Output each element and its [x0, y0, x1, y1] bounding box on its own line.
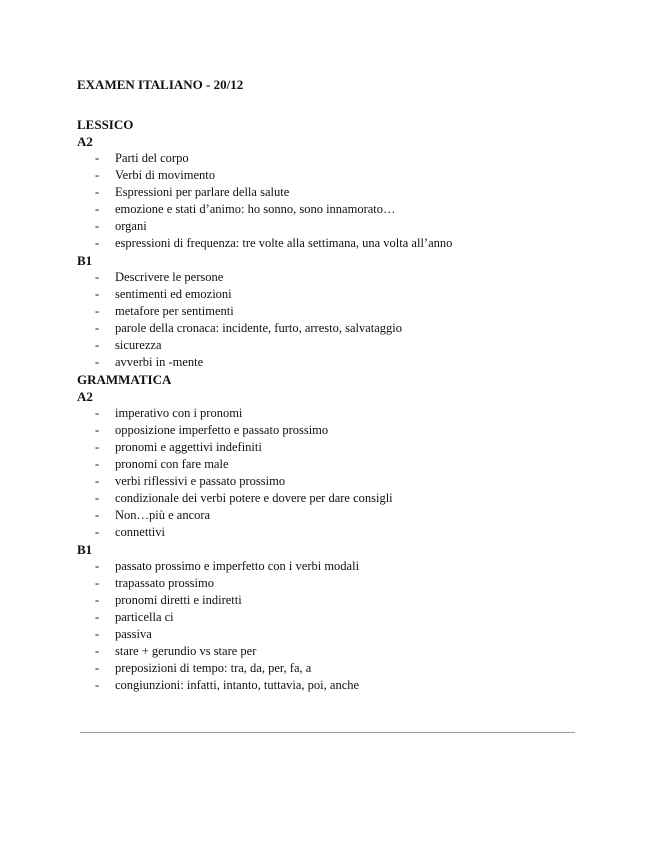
level-heading-grammatica-b1: B1 [77, 542, 93, 557]
list-item-text: pronomi diretti e indiretti [115, 593, 242, 607]
list-item [77, 507, 597, 524]
list-item-text: Non…più e ancora [115, 508, 211, 522]
list-item-text: stare + gerundio vs stare per [115, 644, 257, 658]
list-item [77, 677, 597, 694]
horizontal-divider [80, 732, 575, 733]
list-grammatica-b1 [77, 558, 597, 694]
bullet-dash: - [95, 406, 100, 420]
bullet-dash: - [95, 593, 100, 607]
list-item [77, 405, 597, 422]
list-item [77, 422, 597, 439]
document-page [77, 76, 597, 694]
list-item-text: verbi riflessivi e passato prossimo [115, 474, 286, 488]
list-item [77, 626, 597, 643]
list-item-text: trapassato prossimo [115, 576, 214, 590]
list-item-text: Espressioni per parlare della salute [115, 185, 290, 199]
list-item [77, 269, 597, 286]
list-item-text: pronomi e aggettivi indefiniti [115, 440, 262, 454]
list-item [77, 150, 597, 167]
bullet-dash: - [95, 202, 100, 216]
bullet-dash: - [95, 559, 100, 573]
bullet-dash: - [95, 457, 100, 471]
bullet-dash: - [95, 610, 100, 624]
list-item-text: Parti del corpo [115, 151, 189, 165]
list-item [77, 439, 597, 456]
list-item-text: avverbi in -mente [115, 355, 204, 369]
level-heading-grammatica-a2: A2 [77, 389, 93, 404]
list-item [77, 490, 597, 507]
list-item-text: opposizione imperfetto e passato prossimo [115, 423, 329, 437]
bullet-dash: - [95, 185, 100, 199]
bullet-dash: - [95, 304, 100, 318]
list-lessico-a2 [77, 150, 597, 252]
list-item [77, 218, 597, 235]
bullet-dash: - [95, 576, 100, 590]
bullet-dash: - [95, 236, 100, 250]
list-item-text: emozione e stati d’animo: ho sonno, sono innamorato… [115, 202, 396, 216]
list-item-text: Verbi di movimento [115, 168, 215, 182]
bullet-dash: - [95, 678, 100, 692]
bullet-dash: - [95, 644, 100, 658]
bullet-dash: - [95, 423, 100, 437]
list-item [77, 456, 597, 473]
list-item [77, 337, 597, 354]
bullet-dash: - [95, 661, 100, 675]
list-item [77, 609, 597, 626]
list-item-text: passato prossimo e imperfetto con i verbi modali [115, 559, 360, 573]
list-item-text: condizionale dei verbi potere e dovere per dare consigli [115, 491, 393, 505]
section-heading-lessico: LESSICO [77, 117, 134, 132]
list-item-text: Descrivere le persone [115, 270, 224, 284]
list-item [77, 524, 597, 541]
section-heading-grammatica: GRAMMATICA [77, 372, 172, 387]
document-title: EXAMEN ITALIANO - 20/12 [77, 77, 244, 92]
list-item-text: pronomi con fare male [115, 457, 229, 471]
list-item [77, 558, 597, 575]
level-heading-lessico-a2: A2 [77, 134, 93, 149]
list-item [77, 643, 597, 660]
bullet-dash: - [95, 219, 100, 233]
list-grammatica-a2 [77, 405, 597, 541]
bullet-dash: - [95, 525, 100, 539]
bullet-dash: - [95, 287, 100, 301]
list-item-text: particella ci [115, 610, 174, 624]
list-item [77, 235, 597, 252]
list-item [77, 575, 597, 592]
bullet-dash: - [95, 355, 100, 369]
list-item-text: metafore per sentimenti [115, 304, 234, 318]
list-item [77, 167, 597, 184]
list-item [77, 320, 597, 337]
bullet-dash: - [95, 440, 100, 454]
list-item [77, 354, 597, 371]
list-item-text: parole della cronaca: incidente, furto, arresto, salvataggio [115, 321, 403, 335]
spacer [77, 94, 597, 116]
bullet-dash: - [95, 491, 100, 505]
list-item-text: congiunzioni: infatti, intanto, tuttavia, poi, anche [115, 678, 360, 692]
list-item-text: passiva [115, 627, 152, 641]
bullet-dash: - [95, 474, 100, 488]
bullet-dash: - [95, 168, 100, 182]
bullet-dash: - [95, 508, 100, 522]
list-item [77, 473, 597, 490]
list-item [77, 660, 597, 677]
list-item-text: sentimenti ed emozioni [115, 287, 232, 301]
list-item [77, 184, 597, 201]
list-item-text: espressioni di frequenza: tre volte alla settimana, una volta all’anno [115, 236, 453, 250]
list-item [77, 201, 597, 218]
bullet-dash: - [95, 151, 100, 165]
list-item-text: sicurezza [115, 338, 162, 352]
list-item [77, 592, 597, 609]
list-item-text: imperativo con i pronomi [115, 406, 243, 420]
list-item-text: connettivi [115, 525, 165, 539]
level-heading-lessico-b1: B1 [77, 253, 93, 268]
bullet-dash: - [95, 321, 100, 335]
list-item [77, 303, 597, 320]
list-item-text: preposizioni di tempo: tra, da, per, fa, a [115, 661, 312, 675]
bullet-dash: - [95, 338, 100, 352]
list-lessico-b1 [77, 269, 597, 371]
list-item-text: organi [115, 219, 147, 233]
list-item [77, 286, 597, 303]
bullet-dash: - [95, 270, 100, 284]
bullet-dash: - [95, 627, 100, 641]
